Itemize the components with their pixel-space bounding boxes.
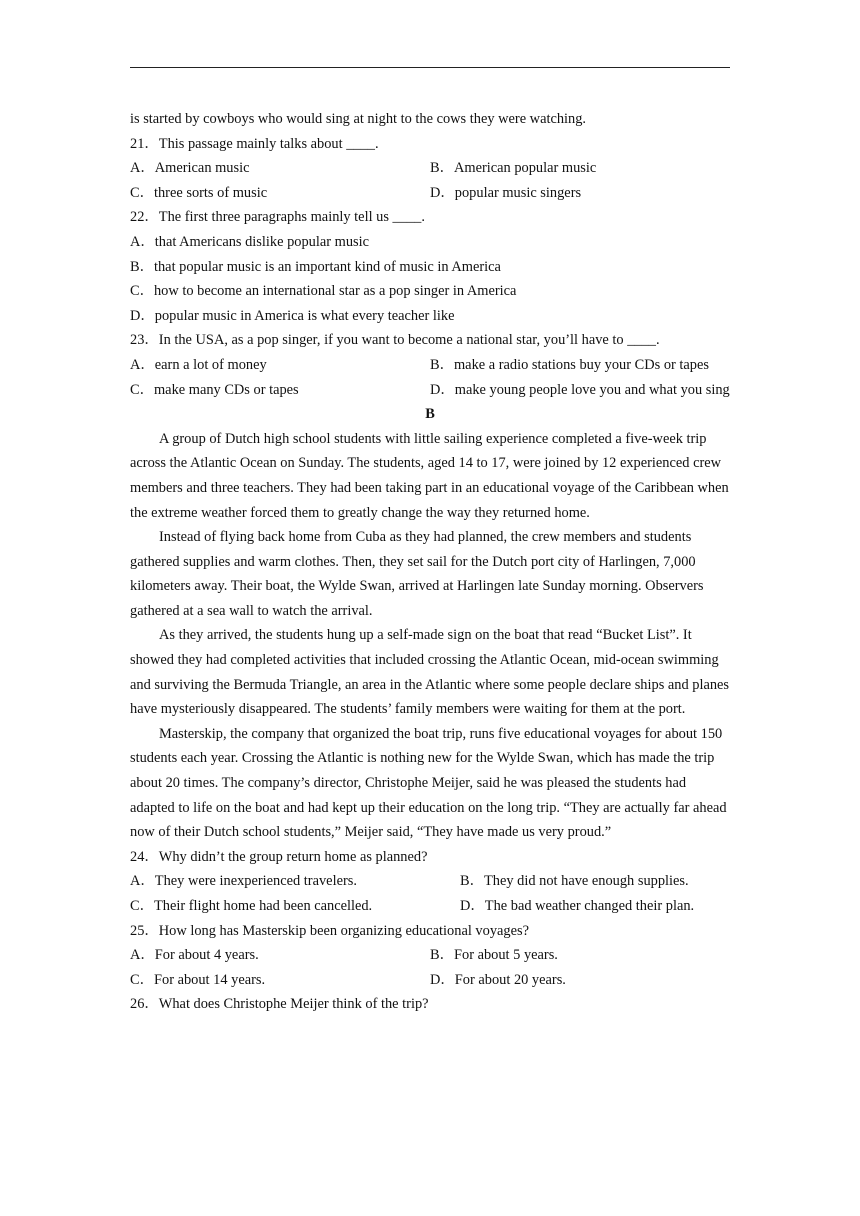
question-25-option-a: A．For about 4 years. <box>130 947 259 964</box>
question-22-option-b: B．that popular music is an important kind of music in America <box>130 258 501 275</box>
question-22-option-d: D．popular music in America is what every teacher like <box>130 307 455 324</box>
question-25-stem: 25．How long has Masterskip been organizing educational voyages? <box>130 922 529 939</box>
question-22-stem: 22．The first three paragraphs mainly tell us ____. <box>130 209 425 226</box>
passage-b-paragraph-2: Instead of flying back home from Cuba as they had planned, the crew members and students gathered supplies and warm clothes. Then, they set sail for the Dutch port city of Harlingen, 7,000 kilometers away. Their boat, the Wylde Swan, arrived at Harlingen late Sunday morning. Observers gathered at a sea wall to watch the arrival. <box>130 529 704 619</box>
question-24-options-row-2 <box>130 894 730 919</box>
continuation-text: is started by cowboys who would sing at night to the cows they were watching. <box>130 111 587 127</box>
question-25-option-d: D．For about 20 years. <box>430 971 566 988</box>
question-24-option-a: A．They were inexperienced travelers. <box>130 873 357 890</box>
question-24-option-c: C．Their flight home had been cancelled. <box>130 898 373 914</box>
header-rule <box>130 67 730 68</box>
question-25-options-row-2 <box>130 968 730 993</box>
passage-b-paragraph-4: Masterskip, the company that organized the boat trip, runs five educational voyages for about 150 students each year. Crossing the Atlantic is nothing new for the Wylde Swan, which has made the trip about 20 times. The company’s director, Christophe Meijer, said he was pleased the students had adapted to life on the boat and had kept up their education on the long trip. “They are actually far ahead now of their Dutch school students,” Meijer said, “They have made us very proud.” <box>130 725 727 841</box>
question-21-option-c: C．three sorts of music <box>130 184 268 201</box>
question-23-option-c: C．make many CDs or tapes <box>130 381 299 398</box>
question-21-option-a: A．American music <box>130 160 250 177</box>
question-24-option-d: D．The bad weather changed their plan. <box>460 898 695 914</box>
question-24-options-row-1 <box>130 869 730 894</box>
question-22-option-a: A．that Americans dislike popular music <box>130 233 369 250</box>
question-21-options-row-1 <box>130 156 730 181</box>
question-21-options-row-2 <box>130 181 730 206</box>
page-content <box>130 107 730 1017</box>
question-25-option-b: B．For about 5 years. <box>430 947 558 964</box>
question-24-stem: 24．Why didn’t the group return home as planned? <box>130 848 428 865</box>
question-22-option-c: C．how to become an international star as a pop singer in America <box>130 283 517 300</box>
question-21-option-d: D．popular music singers <box>430 184 582 201</box>
question-25-options-row-1 <box>130 943 730 968</box>
question-21-stem: 21．This passage mainly talks about ____. <box>130 135 379 152</box>
section-b-label: B <box>425 406 435 423</box>
question-23-stem: 23．In the USA, as a pop singer, if you want to become a national star, you’ll have to ____. <box>130 332 660 349</box>
question-23-option-a: A．earn a lot of money <box>130 356 267 373</box>
question-26-stem: 26．What does Christophe Meijer think of the trip? <box>130 996 429 1013</box>
question-23-option-d: D．make young people love you and what you sing <box>430 381 730 398</box>
question-24-option-b: B．They did not have enough supplies. <box>460 873 689 890</box>
question-25-option-c: C．For about 14 years. <box>130 971 266 988</box>
passage-b-paragraph-1: A group of Dutch high school students with little sailing experience completed a five-week trip across the Atlantic Ocean on Sunday. The students, aged 14 to 17, were joined by 12 experienced crew members and three teachers. They had been taking part in an educational voyage of the Caribbean when the extreme weather forced them to greatly change the way they returned home. <box>130 430 729 521</box>
question-23-options-row-1 <box>130 353 730 378</box>
question-23-options-row-2 <box>130 378 730 403</box>
passage-b-paragraph-3: As they arrived, the students hung up a self-made sign on the boat that read “Bucket List”. It showed they had completed activities that included crossing the Atlantic Ocean, mid-ocean swimming and surviving the Bermuda Triangle, an area in the Atlantic where some people declare ships and planes have mysteriously disappeared. The students’ family members were waiting for them at the port. <box>130 627 730 718</box>
question-23-option-b: B．make a radio stations buy your CDs or tapes <box>430 356 709 373</box>
question-21-option-b: B．American popular music <box>430 160 597 177</box>
